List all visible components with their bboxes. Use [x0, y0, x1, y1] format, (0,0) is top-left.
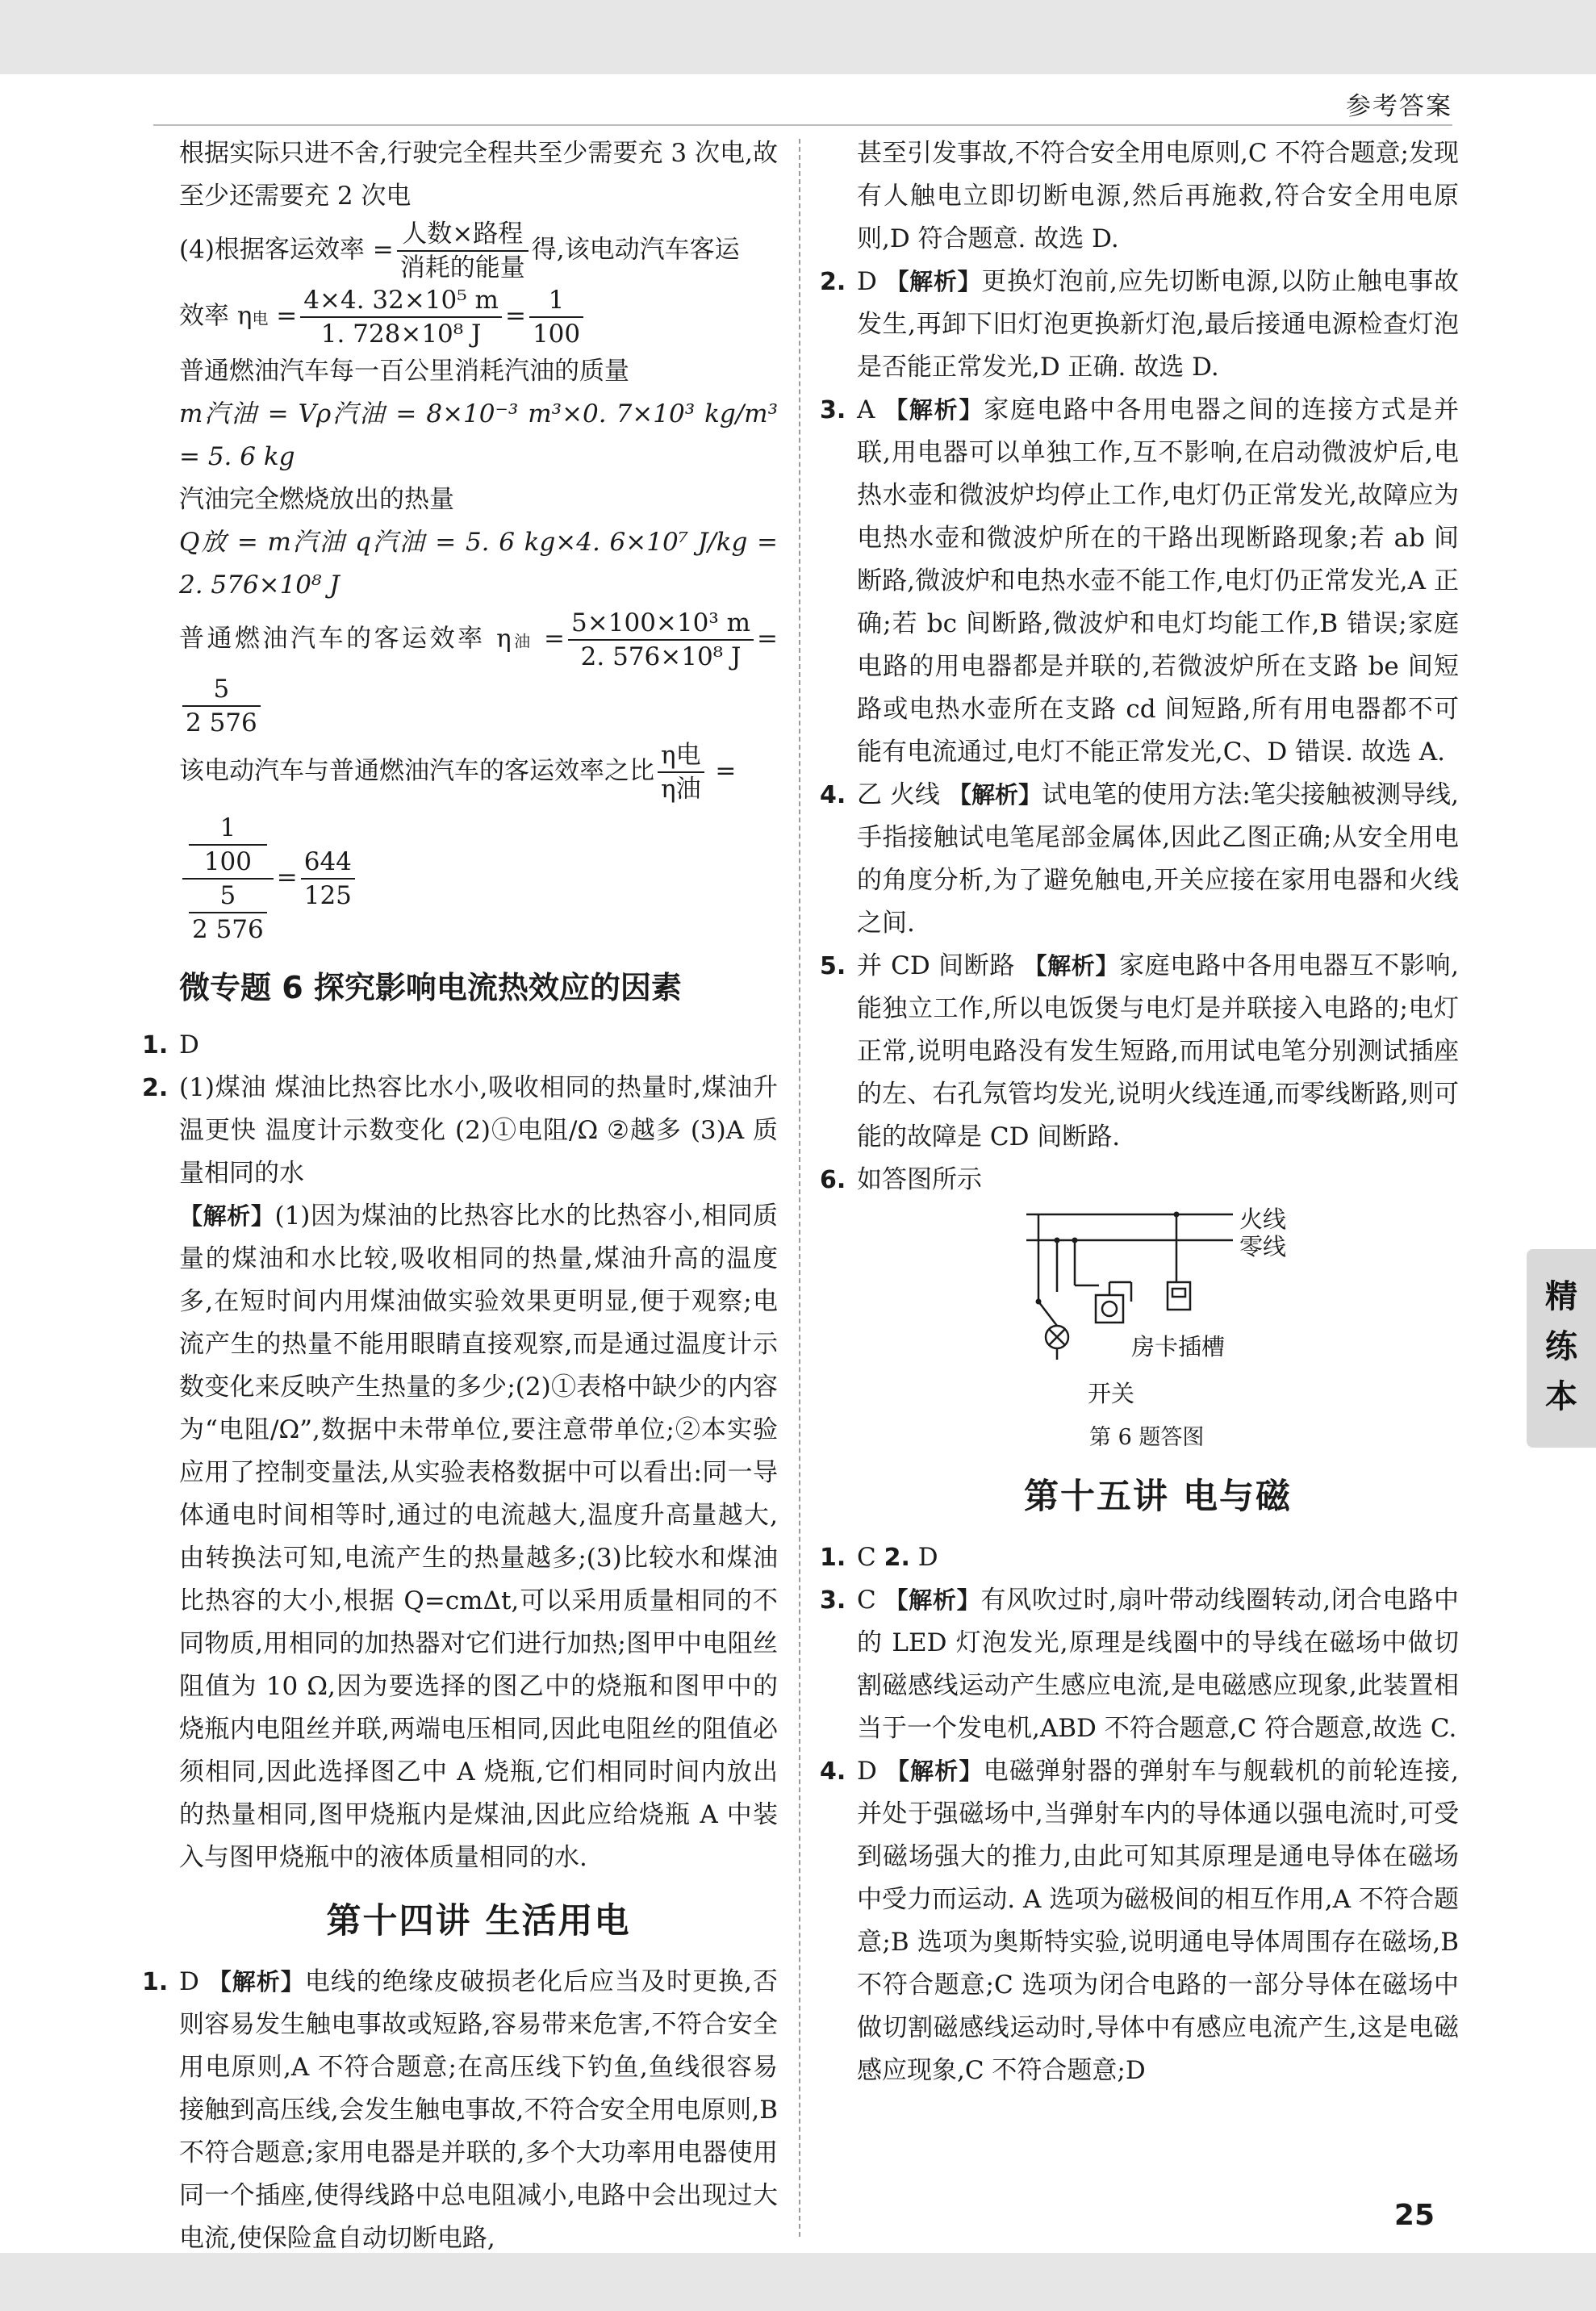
answer-text: D — [909, 1543, 938, 1572]
analysis-tag: 【解析】 — [179, 1202, 275, 1230]
header-rule — [153, 124, 1452, 126]
question-number: 6. — [820, 1166, 846, 1194]
formula-heat: Q放 = m汽油 q汽油 = 5. 6 kg×4. 6×10⁷ J/kg = 2. 576×10⁸ J — [179, 528, 778, 600]
denominator: 1. 728×10⁸ J — [320, 320, 482, 349]
answer-item — [820, 1536, 1459, 1579]
answer-item — [142, 1067, 778, 1879]
text: = — [533, 624, 566, 654]
left-paragraph: 根据实际只进不舍,行驶完全程共至少需要充 3 次电,故至少还需要充 2 次电 — [179, 139, 778, 211]
zero-line-label: 零线 — [1239, 1233, 1287, 1260]
explanation — [857, 1750, 1459, 2092]
fraction — [529, 284, 583, 350]
numerator: 5×100×10³ m — [568, 607, 754, 641]
answer-item — [820, 1159, 1459, 1201]
header-title: 参考答案 — [1346, 92, 1452, 121]
side-tab-char: 本 — [1545, 1378, 1577, 1415]
text: 得,该电动汽车客运 — [531, 235, 740, 265]
formula-electric-efficiency — [179, 284, 778, 350]
answer-item — [820, 1579, 1459, 1750]
formula-ratio-result — [179, 812, 778, 946]
right-paragraph: 甚至引发事故,不符合安全用电原则,C 不符合题意;发现有人触电立即切断电源,然后再施救,符合安全用电原则,D 符合题意. 故选 D. — [857, 139, 1459, 253]
question-number: 4. — [820, 781, 846, 809]
side-tab-char: 练 — [1545, 1328, 1577, 1365]
explanation-text: 试电笔的使用方法:笔尖接触被测导线,手指接触试电笔尾部金属体,因此乙图正确;从安全用电的角度分析,为了避免触电,开关应接在家用电器和火线之间. — [857, 780, 1459, 938]
switch-label: 开关 — [1088, 1380, 1135, 1407]
analysis-tag: 【解析】 — [207, 1968, 305, 1995]
answer-item — [820, 774, 1459, 945]
formula-mass: m汽油 = Vρ汽油 = 8×10⁻³ m³×0. 7×10³ kg/m³ = 5. 6 kg — [179, 399, 778, 471]
question-number: 1. — [142, 1968, 169, 1996]
fire-line-label: 火线 — [1239, 1206, 1287, 1233]
left-paragraph: 汽油完全燃烧放出的热量 — [179, 485, 454, 514]
socket-box — [1096, 1295, 1123, 1323]
compound-fraction — [182, 812, 274, 946]
formula-efficiency-definition — [179, 218, 778, 284]
analysis-tag: 【解析】 — [885, 1757, 984, 1785]
text: 普通燃油汽车的客运效率 η — [179, 624, 512, 654]
explanation-text: (1)因为煤油的比热容比水的比热容小,相同质量的煤油和水比较,吸收相同的热量,煤油升高的温度多,在短时间内用煤油做实验效果更明显,便于观察;电流产生的热量不能用眼睛直接观察,而是通过温度计示数变化来反映产生热量的多少;(2)①表格中缺少的内容为“电阻/Ω”,数据中未带单位,要注意带单位;②本实验应用了控制变量法,从实验表格数据中可以看出:同一导体通电时间相等时,通过的电流越大,温度升高量越大,由转换法可知,电流产生的热量越多;(3)比较水和煤油比热容的大小,根据 Q=cmΔt,可以采用质量相同的不同物质,用相同的加热器对它们进行加热;图甲中电阻丝阻值为 10 Ω,因为要选择的图乙中的烧瓶和图甲中的烧瓶内电阻丝并联,两端电压相同,因此电阻丝的阻值必须相同,因此选择图乙中 A 烧瓶,它们相同时间内放出的热量相同,图甲烧瓶内是煤油,因此应给烧瓶 A 中装入与图甲烧瓶中的液体质量相同的水. — [179, 1201, 778, 1872]
answer-text: C — [857, 1543, 884, 1572]
answer-text: 如答图所示 — [857, 1165, 982, 1194]
switch-lever — [1038, 1302, 1057, 1326]
answer-text: (1)煤油 煤油比热容比水小,吸收相同的热量时,煤油升温更快 温度计示数变化 (2)①电阻/Ω ②越多 (3)A 质量相同的水 — [179, 1073, 778, 1188]
text: 效率 η — [179, 301, 253, 331]
left-column — [142, 132, 778, 2260]
answer-text: A — [857, 395, 885, 424]
denominator: 2. 576×10⁸ J — [580, 642, 742, 671]
socket-icon — [1102, 1302, 1117, 1316]
explanation — [857, 1579, 1459, 1750]
card-slot-label: 房卡插槽 — [1131, 1333, 1226, 1360]
answer-item — [820, 261, 1459, 389]
formula-ratio — [179, 739, 778, 805]
right-column — [820, 132, 1459, 2092]
fraction — [300, 284, 502, 350]
fraction — [301, 846, 355, 912]
denominator: 2 576 — [192, 915, 264, 944]
analysis-tag: 【解析】 — [1023, 952, 1120, 980]
answer-item — [820, 945, 1459, 1159]
question-number: 3. — [820, 1586, 846, 1615]
subscript: 电 — [252, 308, 269, 328]
answer-item — [142, 1024, 778, 1067]
explanation-text: 电线的绝缘皮破损老化后应当及时更换,否则容易发生触电事故或短路,容易带来危害,不符合安全用电原则,A 不符合题意;在高压线下钓鱼,鱼线很容易接触到高压线,会发生触电事故,不符合安全用电原则,B 不符合题意;家用电器是并联的,多个大功率用电器使用同一个插座,使得线路中总电阻减小,电路中会出现过大电流,使保险盒自动切断电路, — [179, 1967, 778, 2253]
question-number: 4. — [820, 1757, 846, 1786]
junction-dot — [1036, 1299, 1042, 1305]
denominator: 消耗的能量 — [399, 253, 525, 282]
numerator: 人数×路程 — [397, 218, 529, 252]
denominator — [182, 880, 274, 946]
numerator: 1 — [529, 284, 583, 318]
answer-item — [820, 1750, 1459, 2092]
analysis-tag: 【解析】 — [885, 268, 982, 295]
answer-text: D — [857, 1757, 886, 1786]
text: = — [504, 301, 526, 331]
left-paragraph: 普通燃油汽车每一百公里消耗汽油的质量 — [179, 357, 629, 386]
side-tab-char: 精 — [1545, 1278, 1577, 1315]
explanation-text: 有风吹过时,扇叶带动线圈转动,闭合电路中的 LED 灯泡发光,原理是线圈中的导线在磁场中做切割磁感线运动产生感应电流,是电磁感应现象,此装置相当于一个发电机,ABD 不符合题意,C 符合题意,故选 C. — [857, 1586, 1459, 1743]
section-title: 第十四讲 生活用电 — [326, 1901, 631, 1941]
page — [0, 74, 1596, 2253]
question-number: 2. — [884, 1544, 910, 1572]
subscript: 油 — [511, 631, 533, 651]
answer-text: D — [179, 1030, 199, 1059]
answer-text: C — [857, 1586, 885, 1615]
question-number: 3. — [820, 396, 846, 424]
text: (4)根据客运效率 = — [179, 235, 394, 265]
analysis-tag: 【解析】 — [884, 1586, 981, 1614]
circuit-diagram — [857, 1205, 1459, 1455]
question-number: 2. — [142, 1074, 169, 1102]
numerator — [182, 812, 274, 880]
denominator: 125 — [303, 881, 352, 910]
text: = — [268, 301, 298, 331]
page-number: 25 — [1393, 2199, 1435, 2232]
text: = — [276, 863, 298, 892]
section-title: 第十五讲 电与磁 — [1024, 1477, 1292, 1517]
explanation — [857, 945, 1459, 1159]
explanation-text: 更换灯泡前,应先切断电源,以防止触电事故发生,再卸下旧灯泡更换新灯泡,最后接通电源检查灯泡是否能正常发光,D 正确. 故选 D. — [857, 267, 1459, 382]
junction-dot — [1072, 1238, 1078, 1243]
numerator: 644 — [301, 846, 355, 880]
analysis-tag: 【解析】 — [884, 396, 984, 424]
question-number: 1. — [820, 1544, 846, 1572]
section-title: 微专题 6 探究影响电流热效应的因素 — [179, 970, 682, 1005]
denominator: 2 576 — [186, 708, 257, 738]
diagram-caption: 第 6 题答图 — [1089, 1425, 1205, 1450]
denominator: 100 — [532, 320, 581, 349]
denominator: 100 — [203, 847, 252, 876]
side-tab — [1527, 1249, 1596, 1448]
explanation — [857, 774, 1459, 945]
fraction — [186, 880, 270, 946]
fraction — [182, 673, 261, 739]
explanation-text: 电磁弹射器的弹射车与舰载机的前轮连接,并处于强磁场中,当弹射车内的导体通以强电流时,可受到磁场强大的推力,由此可知其原理是通电导体在磁场中受力而运动. A 选项为磁极间的相互作用,A 不符合题意;B 选项为奥斯特实验,说明通电导体周围存在磁场,B 不符合题意;C 选项为闭合电路的一部分导体在磁场中做切割磁感线运动时,导体中有感应电流产生,这是电磁感应现象,C 不符合题意;D — [857, 1757, 1459, 2085]
card-slot-icon — [1172, 1289, 1185, 1297]
answer-text: D — [179, 1967, 208, 1996]
explanation — [179, 1961, 778, 2260]
formula-oil-efficiency — [179, 607, 778, 739]
junction-dot — [1055, 1238, 1060, 1243]
fraction — [568, 607, 754, 673]
answer-text: 并 CD 间断路 — [857, 951, 1024, 980]
answer-text: 乙 火线 — [857, 780, 948, 809]
question-number: 1. — [142, 1031, 169, 1059]
numerator: 4×4. 32×10⁵ m — [300, 284, 502, 318]
explanation-text: 家庭电路中各用电器互不影响,能独立工作,所以电饭煲与电灯是并联接入电路的;电灯正常,说明电路没有发生短路,而用试电笔分别测试插座的左、右孔氖管均发光,说明火线连通,而零线断路,则可能的故障是 CD 间断路. — [857, 951, 1459, 1151]
answer-text — [857, 1536, 1459, 1579]
junction-dot — [1174, 1212, 1180, 1218]
question-number: 5. — [820, 952, 846, 980]
explanation — [857, 261, 1459, 389]
numerator: 5 — [189, 880, 267, 913]
explanation-text: 家庭电路中各用电器之间的连接方式是并联,用电器可以单独工作,互不影响,在启动微波炉后,电热水壶和微波炉均停止工作,电灯仍正常发光,故障应为电热水壶和微波炉所在的干路出现断路现象;若 ab 间断路,微波炉和电热水壶不能工作,电灯仍正常发光,A 正确;若 bc 间断路,微波炉和电灯均能工作,B 错误;家庭电路的用电器都是并联的,若微波炉所在支路 be 间短路或电热水壶所在支路 cd 间短路,所有用电器都不可能有电流通过,电灯不能正常发光,C、D 错误. 故选 A. — [857, 395, 1459, 767]
column-divider — [799, 139, 800, 2237]
text: 该电动汽车与普通燃油汽车的客运效率之比 — [179, 756, 654, 786]
denominator: η油 — [661, 775, 701, 804]
question-number: 2. — [820, 268, 846, 296]
explanation — [179, 1195, 778, 1879]
fraction — [397, 218, 529, 284]
fraction — [658, 739, 704, 805]
numerator: η电 — [658, 739, 704, 773]
answer-text: D — [857, 267, 886, 296]
answer-item — [820, 389, 1459, 774]
answer-item — [142, 1961, 778, 2260]
explanation — [857, 389, 1459, 774]
numerator: 5 — [182, 673, 261, 707]
numerator: 1 — [189, 812, 267, 846]
text: = — [757, 624, 778, 654]
analysis-tag: 【解析】 — [947, 781, 1042, 809]
text: = — [707, 756, 737, 786]
fraction — [186, 812, 270, 878]
